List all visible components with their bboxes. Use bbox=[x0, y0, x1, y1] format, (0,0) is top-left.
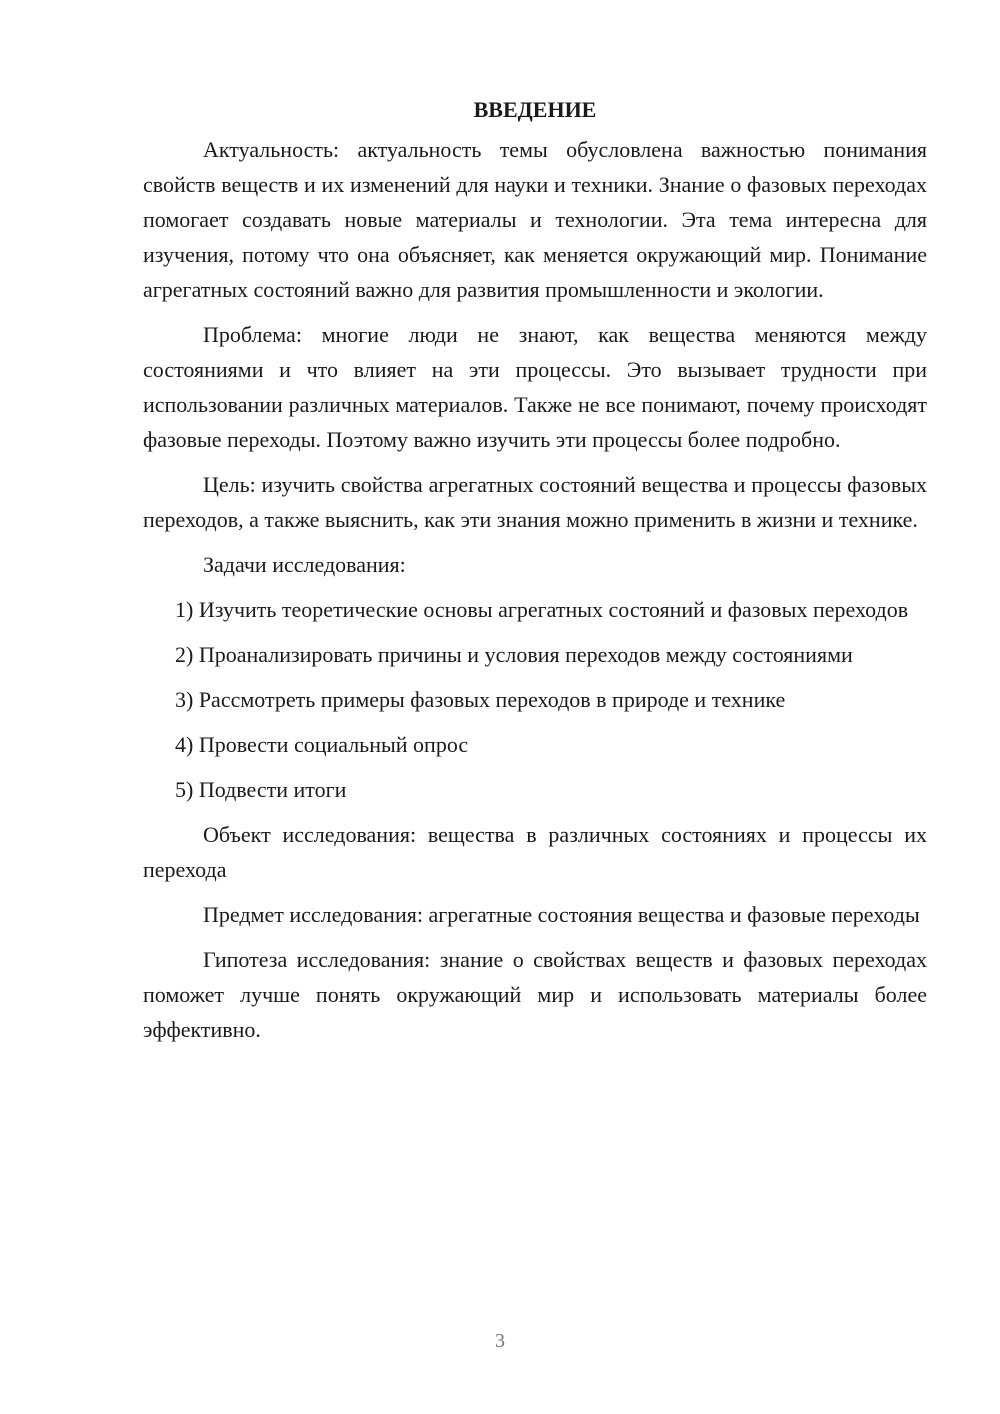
task-item-5: 5) Подвести итоги bbox=[175, 777, 347, 802]
goal-paragraph: Цель: изучить свойства агрегатных состояний вещества и процессы фазовых переходов, а также выяснить, как эти знания можно применить в жизни и технике. bbox=[143, 472, 927, 532]
subject-paragraph: Предмет исследования: агрегатные состояния вещества и фазовые переходы bbox=[203, 902, 920, 927]
page-number: 3 bbox=[495, 1330, 505, 1352]
tasks-title: Задачи исследования: bbox=[203, 552, 406, 577]
task-item-3: 3) Рассмотреть примеры фазовых переходов в природе и технике bbox=[175, 687, 786, 712]
task-item-2: 2) Проанализировать причины и условия переходов между состояниями bbox=[175, 642, 853, 667]
object-paragraph: Объект исследования: вещества в различных состояниях и процессы их перехода bbox=[143, 822, 927, 882]
relevance-paragraph: Актуальность: актуальность темы обусловлена важностью понимания свойств веществ и их изменений для науки и техники. Знание о фазовых переходах помогает создавать новые материалы и технологии. Эта тема интересна для изучения, потому что она объясняет, как меняется окружающий мир. Понимание агрегатных состояний важно для развития промышленности и экологии. bbox=[143, 137, 927, 302]
hypothesis-paragraph: Гипотеза исследования: знание о свойствах веществ и фазовых переходах поможет лучше понять окружающий мир и использовать материалы более эффективно. bbox=[143, 947, 927, 1042]
problem-paragraph: Проблема: многие люди не знают, как вещества меняются между состояниями и что влияет на эти процессы. Это вызывает трудности при использовании различных материалов. Также не все понимают, почему происходят фазовые переходы. Поэтому важно изучить эти процессы более подробно. bbox=[143, 322, 927, 452]
task-item-1: 1) Изучить теоретические основы агрегатных состояний и фазовых переходов bbox=[175, 597, 909, 622]
task-item-4: 4) Провести социальный опрос bbox=[175, 732, 469, 757]
document-page bbox=[143, 92, 927, 1057]
section-heading: ВВЕДЕНИЕ bbox=[473, 97, 597, 122]
